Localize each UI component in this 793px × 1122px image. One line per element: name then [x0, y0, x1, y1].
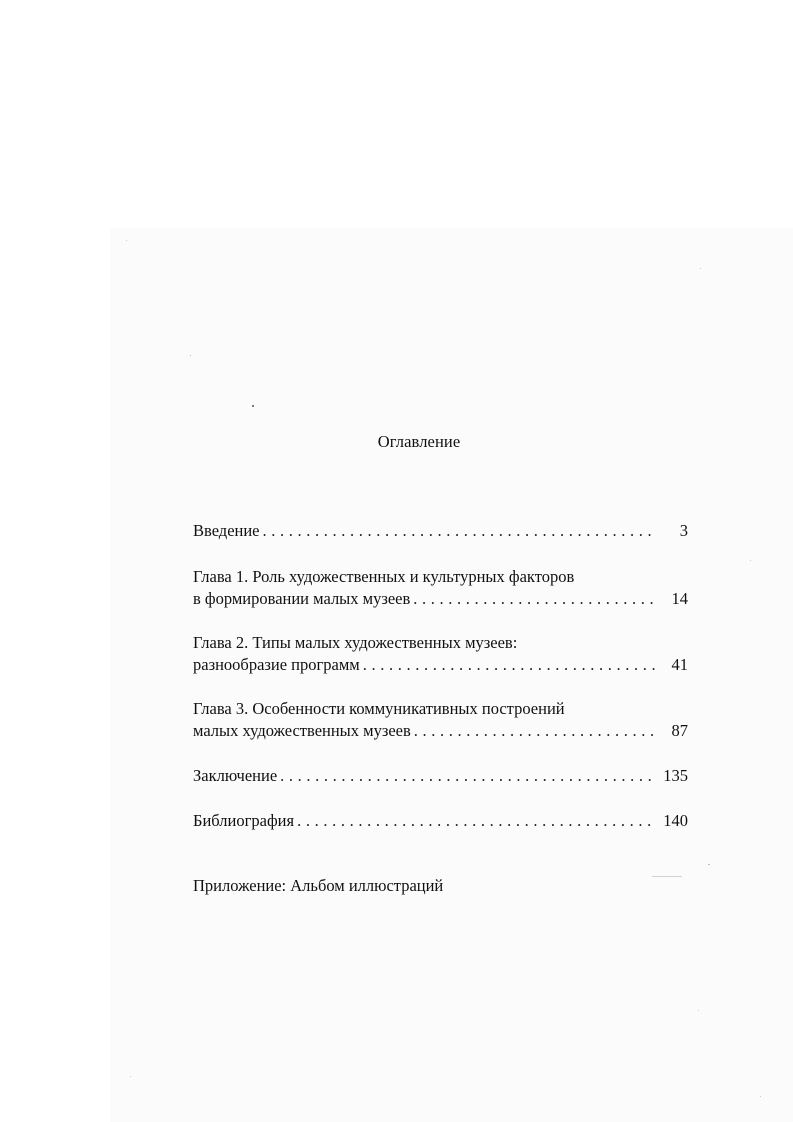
scan-speck — [700, 268, 701, 269]
dot-leader — [363, 654, 655, 676]
toc-entry-label: Заключение — [193, 766, 278, 785]
toc-entry-bibliography[interactable] — [193, 810, 688, 832]
dot-leader — [280, 765, 655, 787]
toc-entry-label: разнообразие программ — [193, 655, 360, 674]
toc-entry-label: в формировании малых музеев — [193, 589, 411, 608]
dot-leader — [414, 720, 655, 742]
scan-speck — [130, 1076, 131, 1077]
toc-entry-heading: Глава 1. Роль художественных и культурных факторов — [193, 567, 575, 586]
scan-speck — [698, 1010, 699, 1011]
toc-line — [193, 654, 688, 676]
toc-page-number: 14 — [671, 589, 688, 608]
toc-entry-label: малых художественных музеев — [193, 721, 411, 740]
toc-entry-heading: Глава 3. Особенности коммуникативных построений — [193, 699, 565, 718]
toc-page-number: 87 — [671, 721, 688, 740]
toc-entry-chapter-1[interactable] — [193, 566, 688, 610]
scan-speck — [126, 240, 127, 241]
scan-speck — [750, 560, 751, 561]
toc-page-number: 140 — [663, 811, 688, 830]
dot-leader — [413, 588, 655, 610]
dot-leader — [263, 520, 655, 542]
scan-speck — [252, 405, 254, 407]
scan-speck — [760, 1096, 761, 1097]
toc-line — [193, 720, 688, 742]
toc-page-number: 41 — [671, 655, 688, 674]
toc-page-number: 3 — [679, 521, 688, 540]
toc-entry-conclusion[interactable] — [193, 765, 688, 787]
toc-entry-heading: Глава 2. Типы малых художественных музеев: — [193, 633, 518, 652]
toc-entry-introduction[interactable] — [193, 520, 688, 542]
toc-entry-chapter-3[interactable] — [193, 698, 688, 742]
toc-line — [193, 520, 688, 542]
toc-line — [193, 765, 688, 787]
toc-entry-label: Введение — [193, 521, 260, 540]
dot-leader — [297, 810, 655, 832]
toc-appendix[interactable]: Приложение: Альбом иллюстраций — [193, 876, 444, 895]
toc-title: Оглавление — [377, 432, 461, 451]
toc-entry-label: Библиография — [193, 811, 295, 830]
toc-page-number: 135 — [663, 766, 688, 785]
scan-speck — [708, 864, 710, 865]
toc-line — [193, 810, 688, 832]
scan-speck — [652, 876, 682, 877]
toc-entry-chapter-2[interactable] — [193, 632, 688, 676]
scan-speck — [190, 355, 191, 356]
toc-line — [193, 588, 688, 610]
